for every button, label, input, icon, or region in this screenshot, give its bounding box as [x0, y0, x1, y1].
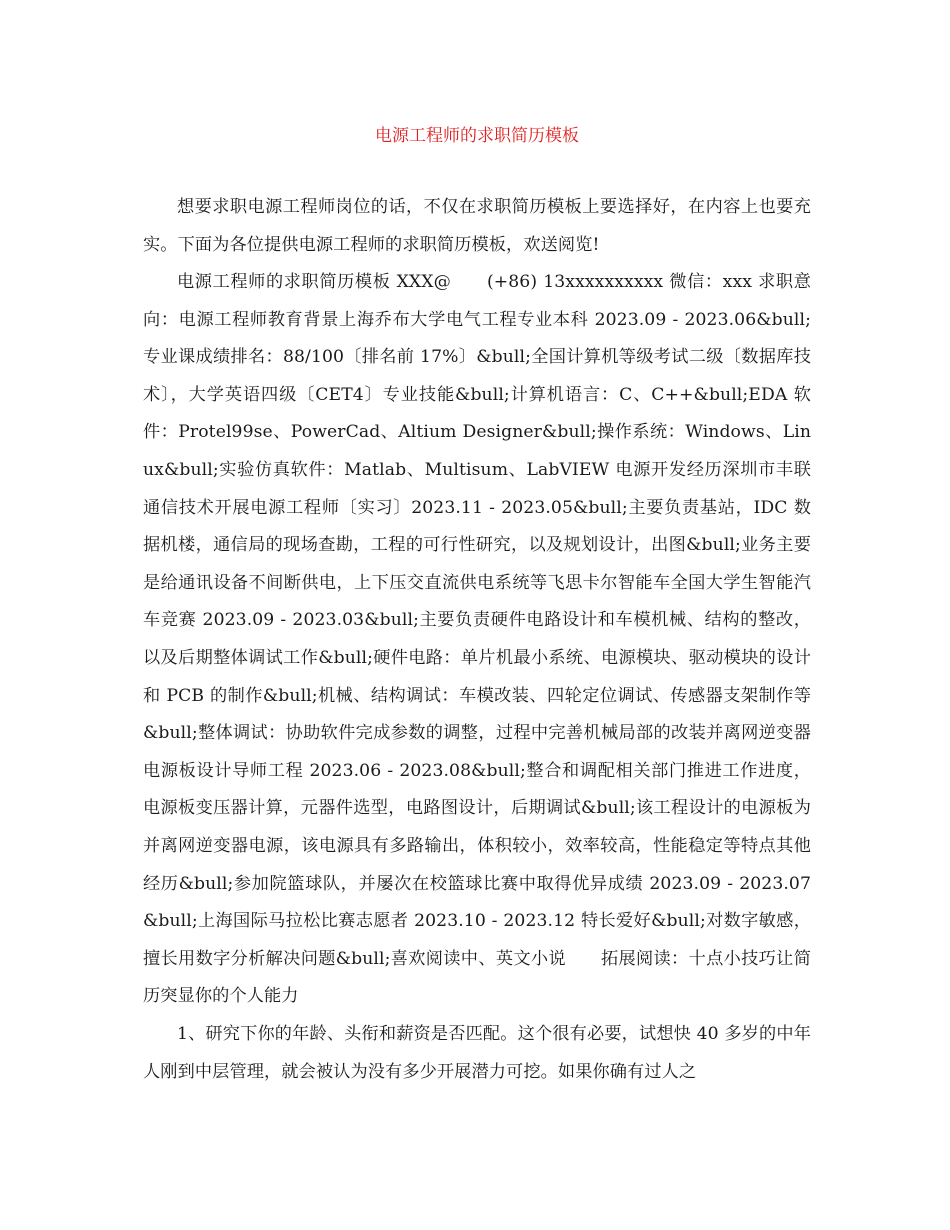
resume-template-paragraph: 电源工程师的求职简历模板 XXX@ (+86) 13xxxxxxxxxx 微信：xxx 求职意向：电源工程师教育背景上海乔布大学电气工程专业本科 2023.09 - 2023.06&bull;专业课成绩排名：88/100〔排名前 17%〕&bull;全国计算机等级考试二级〔数据库技术〕，大学英语四级〔CET4〕专业技能&bull;计算机语言：C、C++&bull;EDA 软件：Protel99se、PowerCad、Altium Designer&bull;操作系统：Windows、Linux&bull;实验仿真软件：Matlab、Multisum、LabVIEW 电源开发经历深圳市丰联通信技术开展电源工程师〔实习〕2023.11 - 2023.05&bull;主要负责基站，IDC 数据机楼，通信局的现场查勘，工程的可行性研究，以及规划设计，出图&bull;业务主要是给通讯设备不间断供电，上下压交直流供电系统等飞思卡尔智能车全国大学生智能汽车竞赛 2023.09 - 2023.03&bull;主要负责硬件电路设计和车模机械、结构的整改，以及后期整体调试工作&bull;硬件电路：单片机最小系统、电源模块、驱动模块的设计和 PCB 的制作&bull;机械、结构调试：车模改装、四轮定位调试、传感器支架制作等&bull;整体调试：协助软件完成参数的调整，过程中完善机械局部的改装并离网逆变器电源板设计导师工程 2023.06 - 2023.08&bull;整合和调配相关部门推进工作进度，电源板变压器计算，元器件选型，电路图设计，后期调试&bull;该工程设计的电源板为并离网逆变器电源，该电源具有多路输出，体积较小，效率较高，性能稳定等特点其他经历&bull;参加院篮球队，并屡次在校篮球比赛中取得优异成绩 2023.09 - 2023.07&bull;上海国际马拉松比赛志愿者 2023.10 - 2023.12 特长爱好&bull;对数字敏感，擅长用数字分析解决问题&bull;喜欢阅读中、英文小说 拓展阅读：十点小技巧让简历突显你的个人能力 [143, 272, 811, 1007]
tip-paragraph-1: 1、研究下你的年龄、头衔和薪资是否匹配。这个很有必要，试想快 40 多岁的中年人刚到中层管理，就会被认为没有多少开展潜力可挖。如果你确有过人之 [143, 1024, 811, 1082]
intro-paragraph: 想要求职电源工程师岗位的话，不仅在求职简历模板上要选择好，在内容上也要充实。下面为各位提供电源工程师的求职简历模板，欢送阅览! [143, 197, 811, 255]
document-title: 电源工程师的求职简历模板 [375, 126, 579, 146]
